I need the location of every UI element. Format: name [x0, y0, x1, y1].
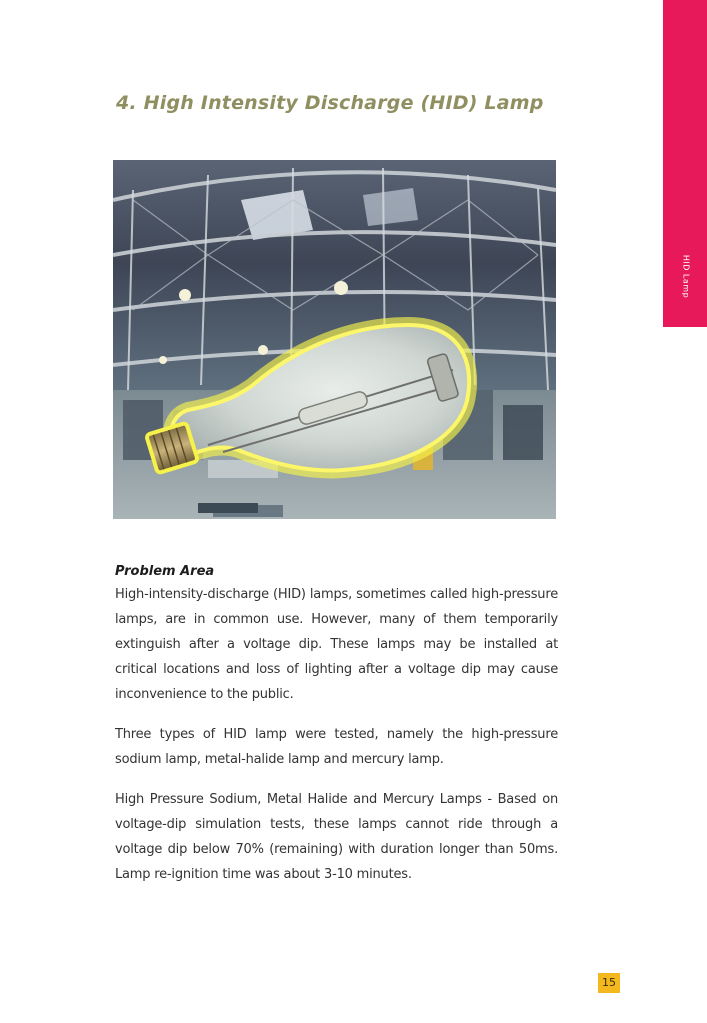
- page-title: 4. High Intensity Discharge (HID) Lamp: [116, 92, 544, 114]
- page-number: 15: [598, 973, 620, 993]
- problem-area-section: [115, 563, 558, 902]
- paragraph-1: High-intensity-discharge (HID) lamps, sometimes called high-pressure lamps, are in common use. However, many of them temporarily extinguish after a voltage dip. These lamps may be installed at critical locations and loss of lighting after a voltage dip may cause inconvenience to the public.: [115, 587, 558, 702]
- hid-lamp-photo: [113, 160, 556, 519]
- paragraph-3: High Pressure Sodium, Metal Halide and Mercury Lamps - Based on voltage-dip simulation tests, these lamps cannot ride through a voltage dip below 70% (remaining) with duration longer than 50ms. Lamp re-ignition time was about 3-10 minutes.: [115, 792, 558, 882]
- hid-lamp-illustration: [113, 160, 556, 519]
- paragraph-2: Three types of HID lamp were tested, namely the high-pressure sodium lamp, metal-halide lamp and mercury lamp.: [115, 727, 558, 767]
- section-heading: Problem Area: [115, 564, 215, 579]
- side-tab-label: HID Lamp: [681, 254, 691, 299]
